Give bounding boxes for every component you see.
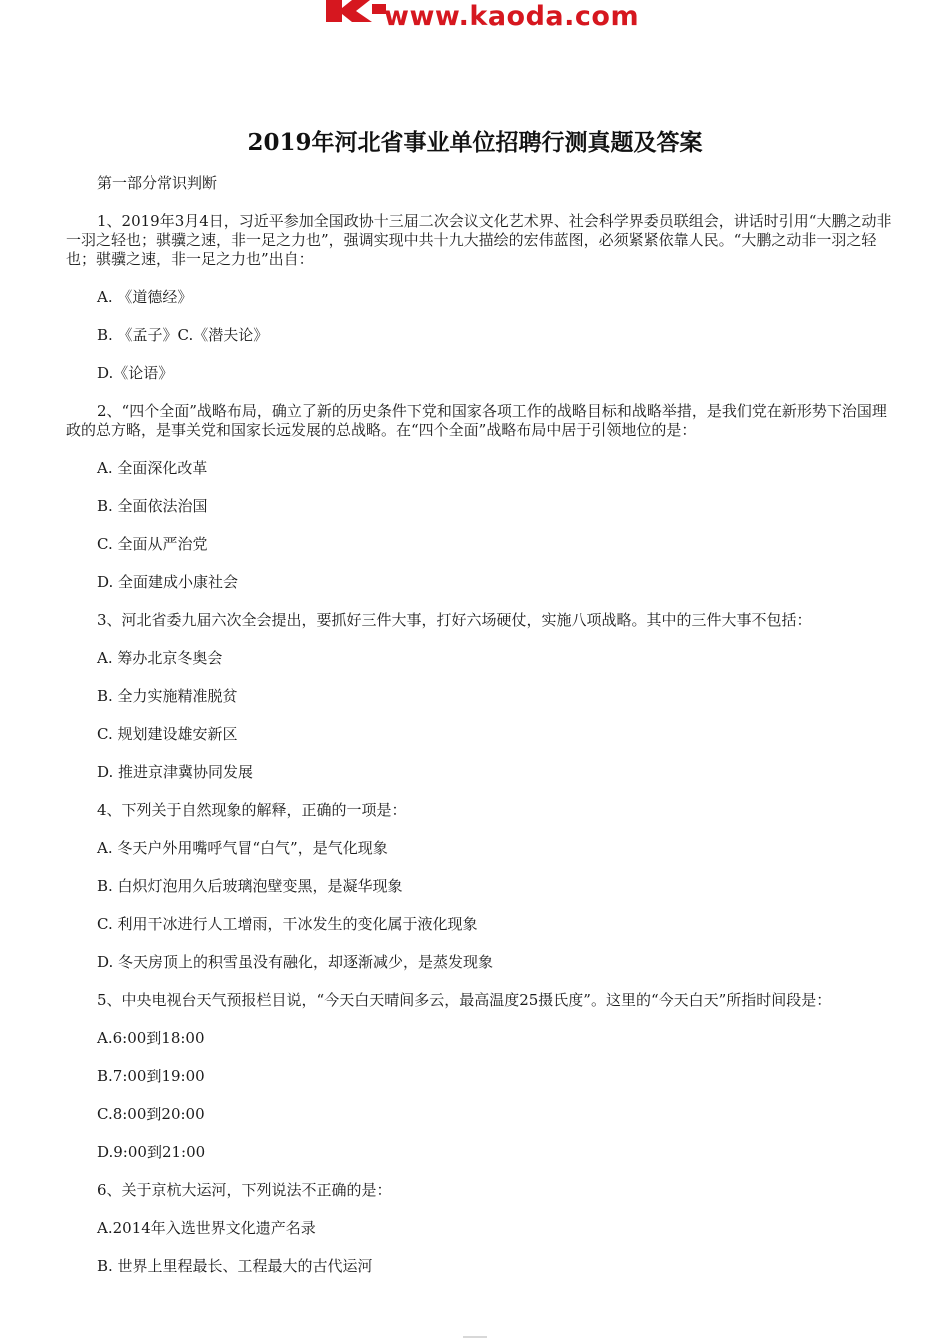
answer-option: C. 全面从严治党 (97, 535, 208, 553)
section-heading: 第一部分常识判断 (97, 174, 218, 192)
answer-option: A. 冬天户外用嘴呼气冒“白气”，是气化现象 (97, 839, 388, 857)
answer-option: A.2014年入选世界文化遗产名录 (97, 1219, 316, 1237)
answer-option: A.6:00到18:00 (97, 1029, 205, 1047)
answer-option: B. 《孟子》C.《潜夫论》 (97, 326, 269, 344)
answer-option: D. 冬天房顶上的积雪虽没有融化，却逐渐减少，是蒸发现象 (97, 953, 494, 971)
answer-option: A. 全面深化改革 (97, 459, 208, 477)
question-text: 5、中央电视台天气预报栏目说，“今天白天晴间多云，最高温度25摄氏度”。这里的“今天白天”所指时间段是： (97, 991, 832, 1009)
answer-option: D.9:00到21:00 (97, 1143, 206, 1161)
answer-option: A. 《道德经》 (97, 288, 193, 306)
answer-option: B. 全力实施精准脱贫 (97, 687, 238, 705)
page-title: 2019年河北省事业单位招聘行测真题及答案 (247, 129, 703, 156)
site-url[interactable]: www.kaoda.com (384, 1, 640, 32)
answer-option: B.7:00到19:00 (97, 1067, 205, 1085)
answer-option: D. 推进京津冀协同发展 (97, 763, 254, 781)
answer-option: B. 全面依法治国 (97, 497, 208, 515)
page-footer-mark (463, 1336, 487, 1338)
answer-option: B. 世界上里程最长、工程最大的古代运河 (97, 1257, 373, 1275)
answer-option: B. 白炽灯泡用久后玻璃泡壁变黑，是凝华现象 (97, 877, 403, 895)
question-text: 3、河北省委九届六次全会提出，要抓好三件大事，打好六场硬仗，实施八项战略。其中的三件大事不包括： (97, 611, 812, 629)
question-text: 2、“四个全面”战略布局，确立了新的历史条件下党和国家各项工作的战略目标和战略举措，是我们党在新形势下治国理政的总方略，是事关党和国家长远发展的总战略。在“四个全面”战略布局中居于引领地位的是： (66, 402, 887, 439)
document-body (66, 174, 896, 1295)
answer-option: C. 利用干冰进行人工增雨，干冰发生的变化属于液化现象 (97, 915, 478, 933)
answer-option: D. 全面建成小康社会 (97, 573, 239, 591)
answer-option: C.8:00到20:00 (97, 1105, 205, 1123)
question-text: 1、2019年3月4日，习近平参加全国政协十三届二次会议文化艺术界、社会科学界委员联组会，讲话时引用“大鹏之动非一羽之轻也；骐骥之速，非一足之力也”，强调实现中共十九大描绘的宏伟蓝图，必须紧紧依靠人民。“大鹏之动非一羽之轻也；骐骥之速，非一足之力也”出自： (66, 212, 892, 268)
question-text: 6、关于京杭大运河，下列说法不正确的是： (97, 1181, 392, 1199)
answer-option: A. 筹办北京冬奥会 (97, 649, 223, 667)
page-header (0, 0, 950, 40)
answer-option: C. 规划建设雄安新区 (97, 725, 238, 743)
kaoda-logo-icon (326, 0, 386, 22)
answer-option: D.《论语》 (97, 364, 174, 382)
question-text: 4、下列关于自然现象的解释，正确的一项是： (97, 801, 407, 819)
